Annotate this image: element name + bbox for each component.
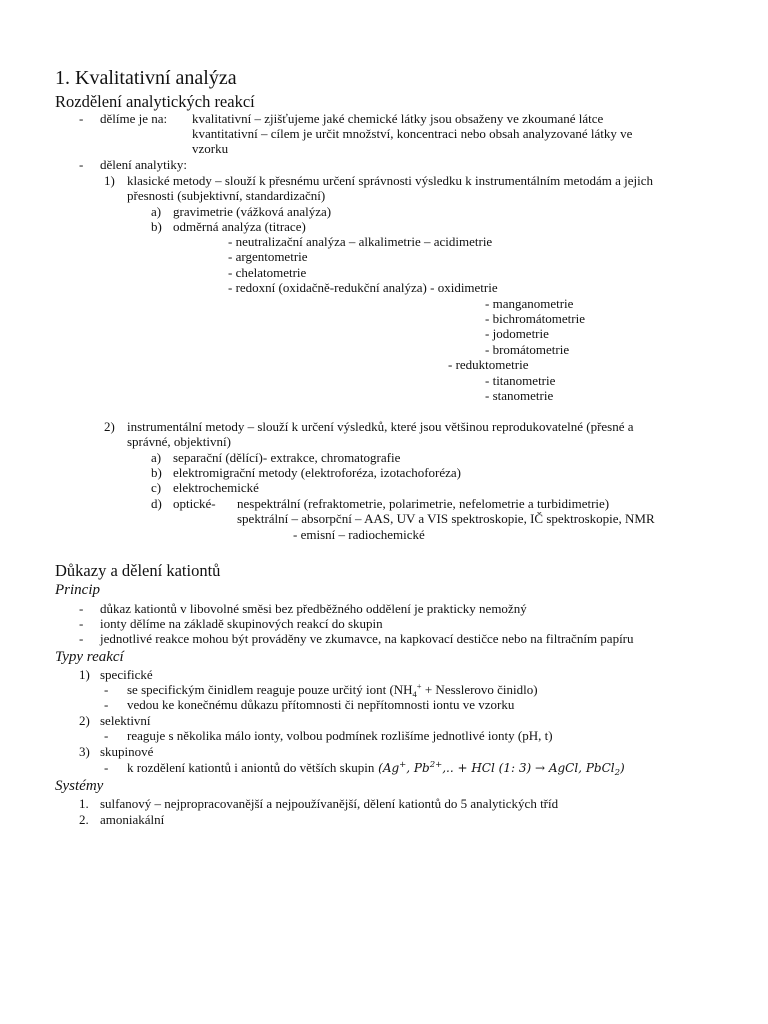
klasicke-metody-2: přesnosti (subjektivní, standardizační) — [127, 188, 326, 203]
gravimetrie: gravimetrie (vážková analýza) — [173, 204, 332, 219]
item-number: 1) — [79, 667, 90, 682]
reduktometrie-item: - stanometrie — [485, 388, 554, 403]
bullet: - — [79, 601, 84, 616]
delime-kvalitativni: kvalitativní – zjišťujeme jaké chemické látky jsou obsaženy ve zkoumané látce — [192, 111, 604, 126]
oxidimetrie-item: - jodometrie — [485, 326, 549, 341]
odmerna-item: - argentometrie — [228, 249, 308, 264]
odmerna-analyza: odměrná analýza (titrace) — [173, 219, 306, 234]
elektrochemicke: elektrochemické — [173, 480, 259, 495]
odmerna-item: - redoxní (oxidačně-redukční analýza) - oxidimetrie — [228, 280, 498, 295]
oxidimetrie-item: - bichromátometrie — [485, 311, 585, 326]
princip-item: jednotlivé reakce mohou být prováděny ve zkumavce, na kapkovací destičce nebo na filtračním papíru — [100, 631, 634, 646]
heading-systemy: Systémy — [55, 778, 104, 794]
odmerna-item: - chelatometrie — [228, 265, 307, 280]
item-number: 2. — [79, 812, 89, 827]
specificke-item-2: vedou ke konečnému důkazu přítomnosti či nepřítomnosti iontu ve vzorku — [127, 697, 515, 712]
bullet: - — [79, 631, 84, 646]
oxidimetrie-item: - manganometrie — [485, 296, 574, 311]
separacni: separační (dělící)- extrakce, chromatografie — [173, 450, 401, 465]
bullet: - — [79, 157, 84, 172]
item-number: 2) — [79, 713, 90, 728]
heading-typy-reakci: Typy reakcí — [55, 649, 124, 665]
delime-kvantitativni-1: kvantitativní – cílem je určit množství, koncentraci nebo obsah analyzované látky ve — [192, 126, 633, 141]
item-letter: b) — [151, 219, 162, 234]
section-title-dukazy: Důkazy a dělení kationtů — [55, 561, 221, 580]
item-letter: d) — [151, 496, 162, 511]
princip-item: důkaz kationtů v libovolné směsi bez předběžného oddělení je prakticky nemožný — [100, 601, 527, 616]
delime-label: dělíme je na: — [100, 111, 168, 126]
bullet: - — [79, 616, 84, 631]
opticke: optické- — [173, 496, 216, 511]
opticke-nespektralni: nespektrální (refraktometrie, polarimetrie, nefelometrie a turbidimetrie) — [237, 496, 610, 511]
deleni-label: dělení analytiky: — [100, 157, 188, 172]
selektivni-item: reaguje s několika málo ionty, volbou podmínek rozlišíme jednotlivé ionty (pH, t) — [127, 728, 553, 743]
typ-skupinove: skupinové — [100, 744, 154, 759]
reduktometrie-item: - titanometrie — [485, 373, 556, 388]
princip-item: ionty dělíme na základě skupinových reakcí do skupin — [100, 616, 383, 631]
item-letter: a) — [151, 204, 162, 219]
opticke-emisni: - emisní – radiochemické — [293, 527, 425, 542]
reaction-formula: (Ag+, $Pb^{2+}$,.. + HCl (1: 3) → AgCl, PbCl$_2$) — [374, 760, 625, 778]
bullet: - — [104, 682, 109, 697]
system-amoniakalni: amoniakální — [100, 812, 165, 827]
skupinove-item: k rozdělení kationtů i aniontů do větších skupin (Ag+, $Pb^{2+}$,.. + HCl (1: 3) → AgCl, PbCl$_2$) — [127, 760, 625, 778]
klasicke-metody-1: klasické metody – slouží k přesnému určení správnosti výsledku k instrumentálním metodám a jejich — [127, 173, 654, 188]
page-title: 1. Kvalitativní analýza — [55, 67, 237, 89]
bullet: - — [104, 728, 109, 743]
bullet: - — [104, 760, 109, 775]
subtitle-rozdeleni: Rozdělení analytických reakcí — [55, 92, 255, 111]
odmerna-item: - neutralizační analýza – alkalimetrie – acidimetrie — [228, 234, 493, 249]
heading-princip: Princip — [55, 582, 100, 598]
item-letter: a) — [151, 450, 162, 465]
instrumentalni-metody-2: správné, objektivní) — [127, 434, 231, 449]
item-number: 3) — [79, 744, 90, 759]
elektromigracni: elektromigrační metody (elektroforéza, izotachoforéza) — [173, 465, 462, 480]
typ-selektivni: selektivní — [100, 713, 151, 728]
delime-kvantitativni-2: vzorku — [192, 141, 229, 156]
item-number: 1) — [104, 173, 115, 188]
typ-specificke: specifické — [100, 667, 153, 682]
item-letter: c) — [151, 480, 162, 495]
oxidimetrie-item: - bromátometrie — [485, 342, 570, 357]
item-number: 2) — [104, 419, 115, 434]
system-sulfanovy: sulfanový – nejpropracovanější a nejpoužívanější, dělení kationtů do 5 analytických tříd — [100, 796, 559, 811]
bullet: - — [79, 111, 84, 126]
item-number: 1. — [79, 796, 89, 811]
instrumentalni-metody-1: instrumentální metody – slouží k určení výsledků, které jsou většinou reprodukovatelné (přesné a — [127, 419, 634, 434]
reduktometrie: - reduktometrie — [448, 357, 529, 372]
item-letter: b) — [151, 465, 162, 480]
opticke-spektralni: spektrální – absorpční – AAS, UV a VIS spektroskopie, IČ spektroskopie, NMR — [237, 511, 655, 526]
specificke-item-1: se specifickým činidlem reaguje pouze určitý iont ($NH_4^+$ + Nesslerovo činidlo) — [127, 681, 538, 699]
bullet: - — [104, 697, 109, 712]
